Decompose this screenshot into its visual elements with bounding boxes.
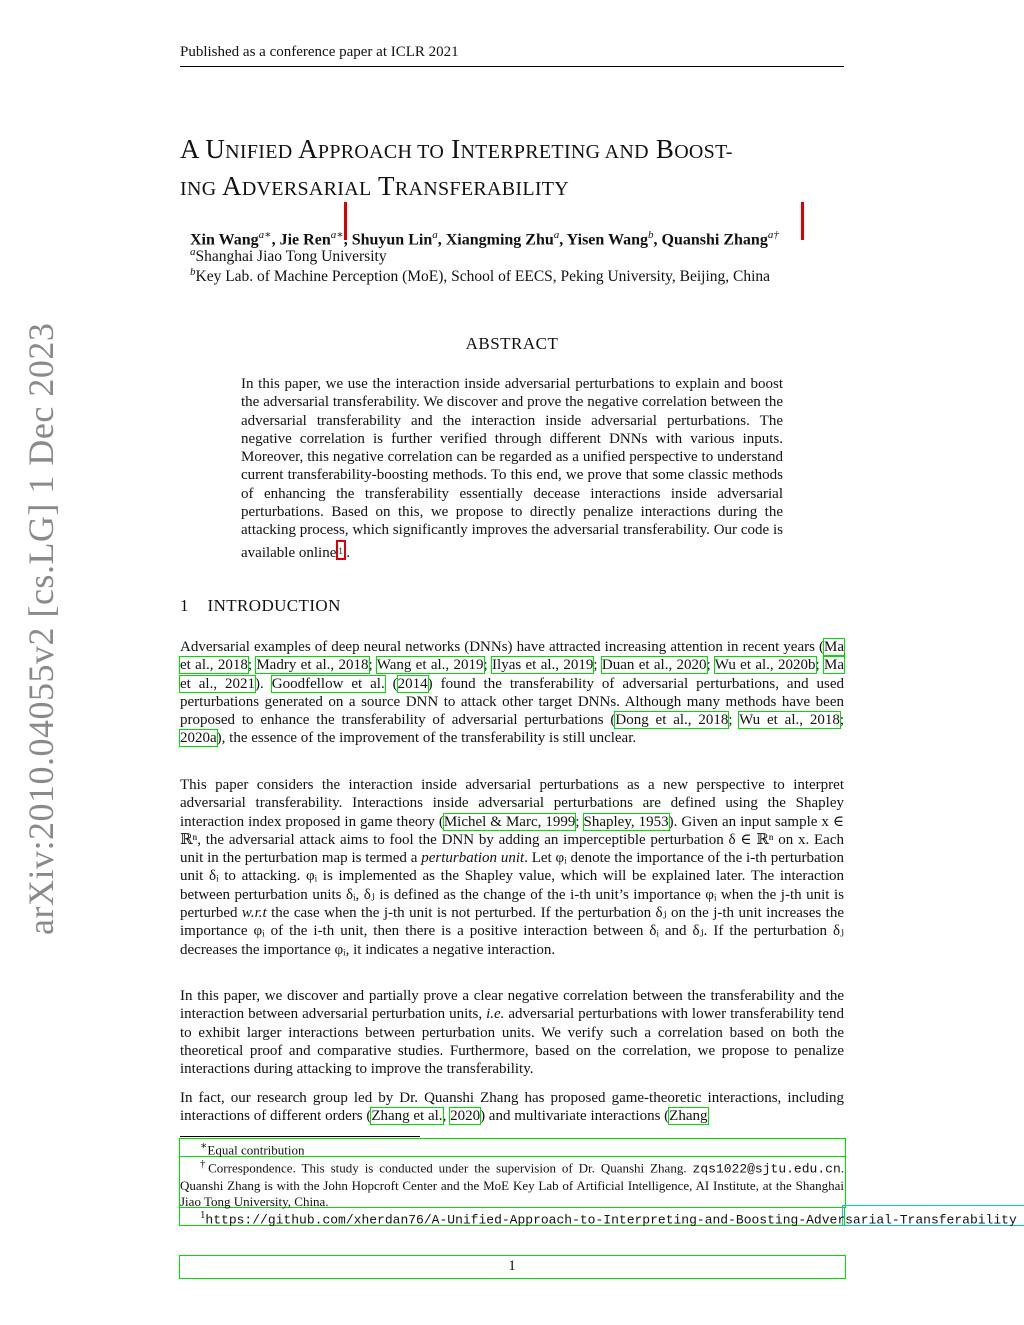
footnote-correspondence: †Correspondence. This study is conducted under the supervision of Dr. Quanshi Zhang. zqs1022@sjtu.edu.cn. Quanshi Zhang is with the John Hopcroft Center and the MoE Key Lab of Artificial Intelligence, AI Institute, at the Shanghai Jiao Tong University, China. <box>180 1158 844 1210</box>
citation-link[interactable]: Madry et al., 2018 <box>256 657 369 674</box>
affiliation-a: $^a$Shanghai Jiao Tong University <box>190 246 387 266</box>
citation-link[interactable]: Goodfellow et al. <box>271 675 385 692</box>
citation-link[interactable]: Dong et al., 2018 <box>615 712 729 729</box>
citation-link[interactable]: 2020a <box>180 730 217 747</box>
author-list: Xin Wang$^{a∗}$, Jie Ren$^{a∗}$, Shuyun Lin$^a$, Xiangming Zhu$^a$, Yisen Wang$^b$, Quanshi Zhang$^{a\dagger}$ <box>190 229 779 249</box>
title-line-1: A UNIFIED APPROACH TO INTERPRETING AND BOOST- <box>180 134 733 164</box>
code-url-link[interactable]: https://github.com/xherdan76/A-Unified-Approach-to-Interpreting-and-Boosting-Adversarial-Transferability <box>205 1212 1017 1228</box>
running-header: Published as a conference paper at ICLR 2021 <box>180 44 459 60</box>
citation-link[interactable]: Ma et al., 2018 <box>180 639 844 674</box>
citation-link[interactable]: Michel & Marc, 1999 <box>443 813 576 830</box>
footnote-code-url: $^1$https://github.com/xherdan76/A-Unified-Approach-to-Interpreting-and-Boosting-Adversarial-Transferability <box>200 1209 1017 1228</box>
affiliation-b: $^b$Key Lab. of Machine Perception (MoE), School of EECS, Peking University, Beijing, China <box>190 266 771 286</box>
intro-paragraph-4: In fact, our research group led by Dr. Quanshi Zhang has proposed game-theoretic interactions, including interactions of different orders (Zhang et al., 2020) and multivariate interactions (Zhang <box>180 1090 844 1125</box>
intro-paragraph-3: In this paper, we discover and partially prove a clear negative correlation between the transferability and the interaction between adversarial perturbation units, i.e. adversarial perturbations with lower transferability tend to exhibit larger interactions between perturbation units. We verify such a correlation based on both the theoretical proof and comparative studies. Furthermore, based on the correlation, we propose to penalize interactions during attacking to improve the transferability. <box>180 988 845 1078</box>
footnote-link-1[interactable]: 1 <box>336 540 346 560</box>
paper-title <box>180 132 860 206</box>
citation-link[interactable]: Ma et al., 2021 <box>180 657 845 692</box>
citation-link[interactable]: 2014 <box>397 675 428 692</box>
author-link-marker[interactable] <box>801 202 804 240</box>
header-rule <box>180 66 844 67</box>
abstract-heading: ABSTRACT <box>465 334 559 353</box>
citation-link[interactable]: Ilyas et al., 2019 <box>492 657 594 674</box>
citation-link[interactable]: Shapley, 1953 <box>583 813 669 830</box>
citation-link[interactable]: Zhang <box>669 1108 708 1125</box>
intro-paragraph-1: Adversarial examples of deep neural networks (DNNs) have attracted increasing attention in recent years (Ma et al., 2018; Madry et al., 2018; Wang et al., 2019; Ilyas et al., 2019; Duan et al., 2020; Wu et al., 2020b; Ma et al., 2021). Goodfellow et al. (2014) found the transferability of adversarial perturbations, and used perturbations generated on a source DNN to attack other target DNNs. Although many methods have been proposed to enhance the transferability of adversarial perturbations (Dong et al., 2018; Wu et al., 2018; 2020a), the essence of the improvement of the transferability is still unclear. <box>180 639 845 747</box>
citation-link[interactable]: Zhang et al. <box>371 1108 443 1125</box>
arxiv-watermark[interactable]: arXiv:2010.04055v2 [cs.LG] 1 Dec 2023 <box>21 322 61 935</box>
email-link[interactable]: zqs1022@sjtu.edu.cn <box>692 1161 841 1177</box>
citation-link[interactable]: Wu et al., 2018 <box>739 712 840 729</box>
citation-link[interactable]: Wu et al., 2020b <box>714 657 816 674</box>
abstract-text: In this paper, we use the interaction inside adversarial perturbations to explain and boost the adversarial transferability. We discover and prove the negative correlation between the adversarial transferability and the interaction inside adversarial perturbations. The negative correlation is further verified through different DNNs with various inputs. Moreover, this negative correlation can be regarded as a unified perspective to understand current transferability-boosting methods. To this end, we prove that some classic methods of enhancing the transferability essentially decease interactions inside adversarial perturbations. Based on this, we propose to directly penalize interactions during the attacking process, which significantly improves the adversarial transferability. Our code is available online $^1$ . <box>241 376 783 561</box>
citation-link[interactable]: Duan et al., 2020 <box>601 657 707 674</box>
intro-paragraph-2: This paper considers the interaction inside adversarial perturbations as a new perspective to interpret adversarial transferability. Interactions inside adversarial perturbations are defined using the Shapley interaction index proposed in game theory (Michel & Marc, 1999; Shapley, 1953). Given an input sample x ∈ ℝⁿ, the adversarial attack aims to fool the DNN by adding an imperceptible perturbation δ ∈ ℝⁿ on x. Each unit in the perturbation map is termed a perturbation unit. Let φᵢ denote the importance of the i-th perturbation unit δᵢ to attacking. φᵢ is implemented as the Shapley value, which will be explained later. The interaction between perturbation units δᵢ, δⱼ is defined as the change of the i-th unit’s importance φᵢ when the j-th unit is perturbed w.r.t the case when the j-th unit is not perturbed. If the perturbation δⱼ on the j-th unit increases the importance φᵢ of the i-th unit, then there is a positive interaction between δᵢ and δⱼ. If the perturbation δⱼ decreases the importance φᵢ, it indicates a negative interaction. <box>180 777 845 958</box>
title-line-2: ING ADVERSARIAL TRANSFERABILITY <box>180 171 570 201</box>
footnote-rule <box>180 1136 420 1137</box>
citation-link[interactable]: 2020 <box>450 1108 481 1125</box>
footnote-equal-contribution: ∗Equal contribution <box>200 1140 305 1158</box>
citation-link[interactable]: Wang et al., 2019 <box>376 657 484 674</box>
section-heading-introduction: 1 INTRODUCTION <box>180 596 341 615</box>
page-number: 1 <box>508 1258 516 1274</box>
